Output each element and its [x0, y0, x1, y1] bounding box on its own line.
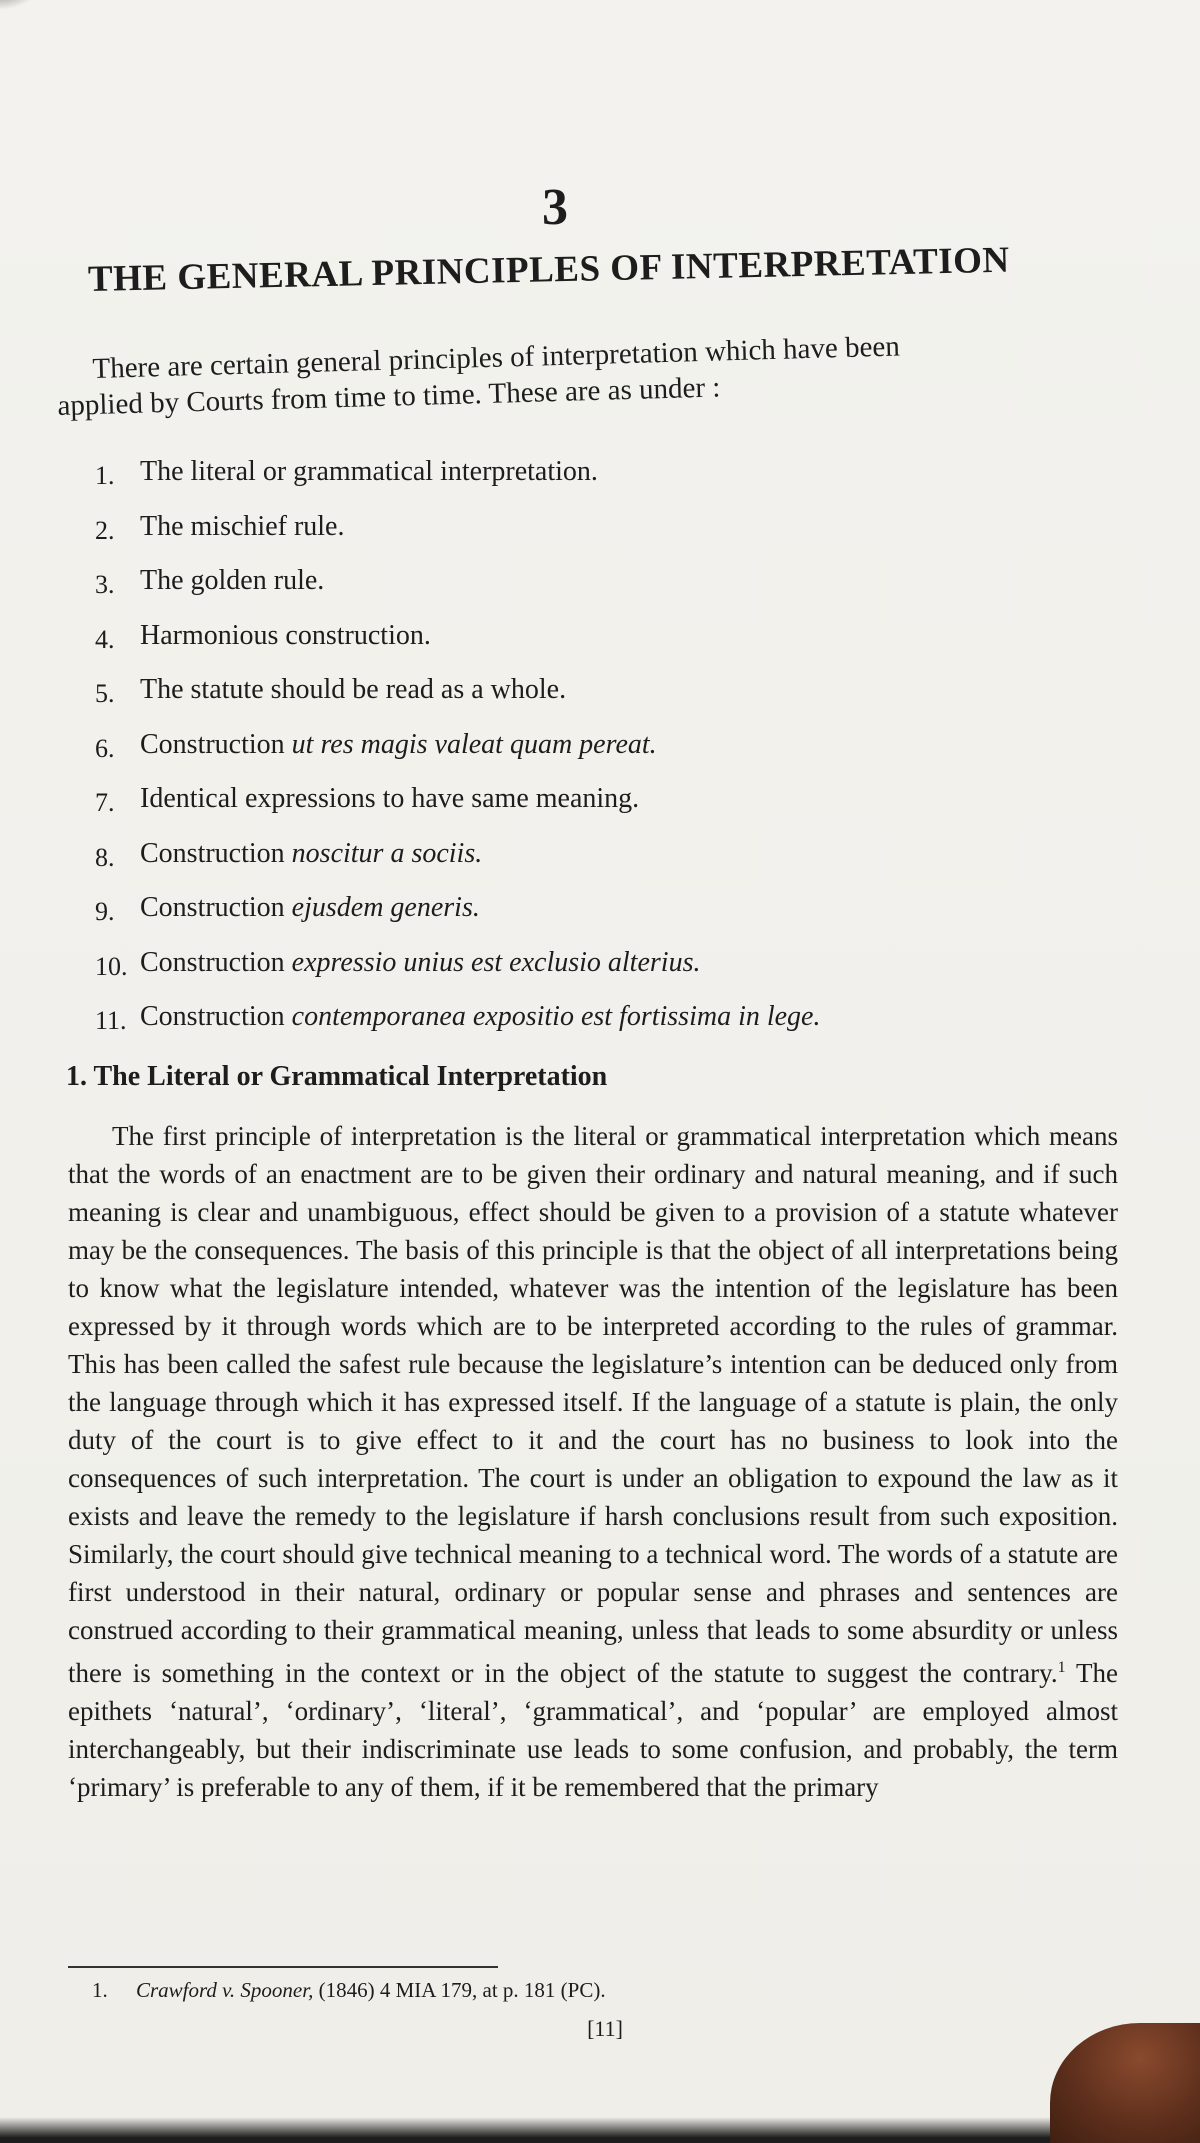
- list-item: [95, 777, 1075, 832]
- list-number: 3.: [95, 570, 115, 599]
- principles-list: [95, 450, 1075, 1050]
- list-item: [95, 941, 1075, 996]
- list-item: [95, 668, 1075, 723]
- list-item: [95, 505, 1075, 560]
- page-number: [11]: [587, 2016, 623, 2041]
- list-text: The statute should be read as a whole.: [140, 674, 567, 705]
- chapter-number: 3: [542, 179, 568, 236]
- list-text: The literal or grammatical interpretation.: [140, 456, 598, 487]
- list-number: 9.: [95, 897, 115, 926]
- section-heading: 1. The Literal or Grammatical Interpretation: [66, 1061, 608, 1092]
- page-bottom-edge: [0, 2117, 1200, 2143]
- list-text: Construction: [140, 728, 285, 760]
- list-number: 5.: [95, 679, 115, 708]
- list-text: Construction: [140, 946, 285, 978]
- list-text: Identical expressions to have same meaning.: [140, 783, 640, 814]
- list-number: 6.: [95, 733, 115, 763]
- list-text: Construction: [140, 837, 285, 869]
- intro-line-2: applied by Courts from time to time. These are as under :: [57, 371, 721, 422]
- latin-maxim: ejusdem generis.: [291, 892, 480, 923]
- footnote-citation: (1846) 4 MIA 179, at p. 181 (PC).: [313, 1978, 606, 2002]
- list-item: [95, 832, 1075, 887]
- list-text: Harmonious construction.: [140, 619, 431, 651]
- latin-maxim: expressio unius est exclusio alterius.: [291, 946, 701, 978]
- intro-line-1: There are certain general principles of interpretation which have been: [92, 330, 901, 385]
- list-text: Construction: [140, 892, 285, 923]
- thumb-shape: [1050, 2023, 1200, 2143]
- body-paragraph: [68, 1117, 1118, 1806]
- list-number: 7.: [95, 788, 115, 817]
- footnote-divider: [68, 1966, 498, 1968]
- latin-maxim: contemporanea expositio est fortissima in lege.: [291, 1001, 821, 1032]
- footnote-case-name: Crawford v. Spooner,: [136, 1978, 314, 2002]
- list-item: [95, 559, 1075, 614]
- list-item: [95, 995, 1075, 1050]
- footnote: [92, 1978, 992, 2003]
- list-number: 8.: [95, 842, 115, 872]
- list-number: 10.: [95, 951, 128, 981]
- list-item: [95, 614, 1075, 669]
- list-number: 11.: [95, 1006, 127, 1035]
- latin-maxim: ut res magis valeat quam pereat.: [291, 728, 657, 760]
- list-text: Construction: [140, 1001, 285, 1032]
- list-text: The golden rule.: [140, 565, 325, 596]
- footnote-marker: 1: [1057, 1659, 1066, 1676]
- chapter-title: THE GENERAL PRINCIPLES OF INTERPRETATION: [87, 239, 1011, 300]
- latin-maxim: noscitur a sociis.: [291, 837, 483, 869]
- corner-shadow: [0, 0, 40, 10]
- section-body: [68, 1117, 1118, 1806]
- body-text-before-note: The first principle of interpretation is the literal or grammatical interpretation which means that the words of an enactment are to be given their ordinary and natural meaning, and if such meaning is clear and unambiguous, effect should be given to a provision of a statute whatever may be the consequences. The basis of this principle is that the object of all interpretations being to know what the legislature intended, whatever was the intention of the legislature has been expressed by it through words which are to be interpreted according to the rules of grammar. This has been called the safest rule because the legislature’s intention can be deduced only from the language through which it has expressed itself. If the language of a statute is plain, the only duty of the court is to give effect to it and the court has no business to look into the consequences of such interpretation. The court is under an obligation to expound the law as it exists and leave the remedy to the legislature if harsh conclusions result from such exposition. Similarly, the court should give technical meaning to a technical word. The words of a statute are first understood in their natural, ordinary or popular sense and phrases and sentences are construed according to their grammatical meaning, unless that leads to some absurdity or unless there is something in the context or in the object of the statute to suggest the contrary.: [68, 1121, 1118, 1688]
- intro-paragraph: [56, 323, 1098, 424]
- list-item: [95, 886, 1075, 941]
- list-item: [95, 723, 1075, 778]
- list-number: 2.: [95, 515, 115, 545]
- body-text-after-note: The epithets ‘natural’, ‘ordinary’, ‘literal’, ‘grammatical’, and ‘popular’ are employed almost interchangeably, but their indiscriminate use leads to some confusion, and probably, the term ‘primary’ is preferable to any of them, if it be remembered that the primary: [68, 1658, 1118, 1802]
- list-item: [95, 450, 1075, 505]
- list-number: 1.: [95, 461, 115, 490]
- list-number: 4.: [95, 624, 115, 654]
- footnote-number: 1.: [92, 1978, 108, 2002]
- list-text: The mischief rule.: [140, 510, 345, 542]
